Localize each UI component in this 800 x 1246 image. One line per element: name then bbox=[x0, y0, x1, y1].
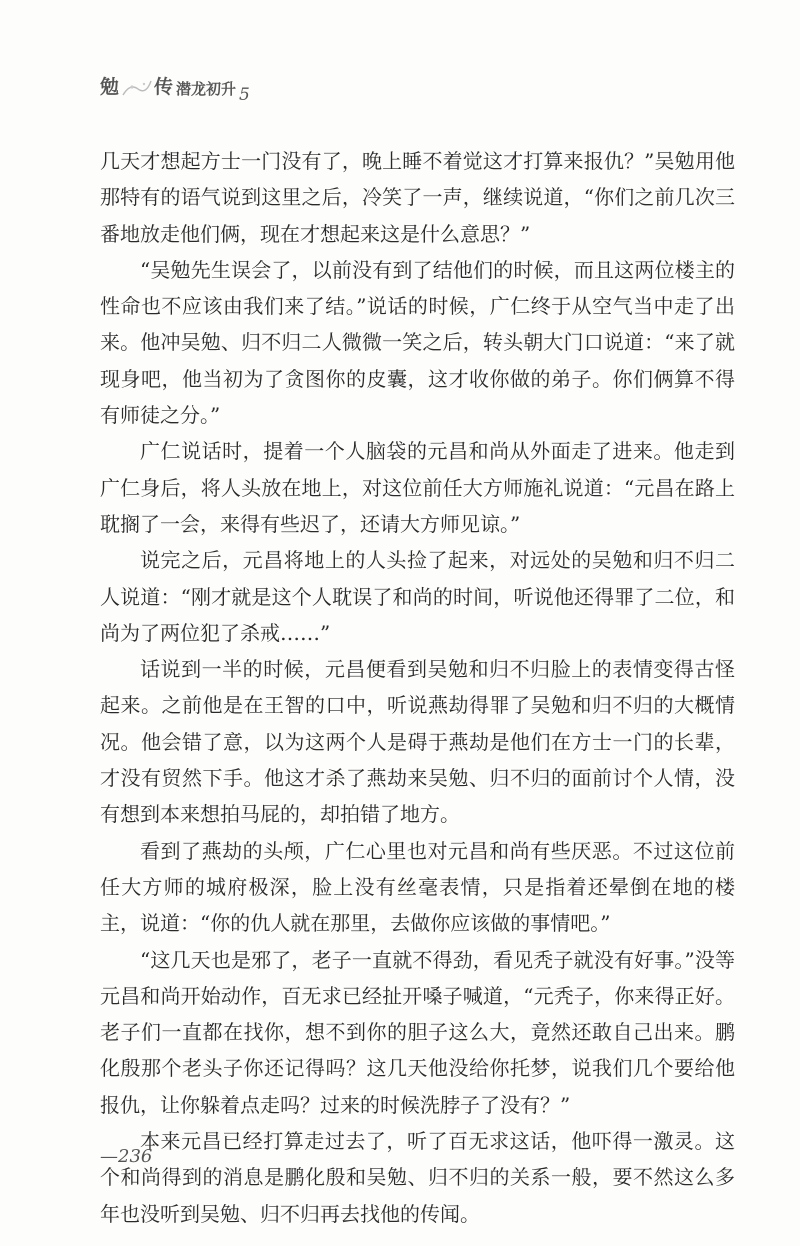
paragraph: 广仁说话时，提着一个人脑袋的元昌和尚从外面走了进来。他走到广仁身后，将人头放在地上，对这位前任大方师施礼说道：“元昌在路上耽搁了一会，来得有些迟了，还请大方师见谅。” bbox=[100, 439, 735, 536]
paragraph: “这几天也是邪了，老子一直就不得劲，看见秃子就没有好事。”没等元昌和尚开始动作，百无求已经扯开嗓子喊道，“元秃子，你来得正好。老子们一直都在找你，想不到你的胆子这么大，竟然还敢自己出来。鹏化殷那个老头子你还记得吗？这几天他没给你托梦，说我们几个要给他报仇，让你躲着点走吗？过来的时候洗脖子了没有？” bbox=[100, 947, 735, 1117]
paragraph: “吴勉先生误会了，以前没有到了结他们的时候，而且这两位楼主的性命也不应该由我们来了结。”说话的时候，广仁终于从空气当中走了出来。他冲吴勉、归不归二人微微一笑之后，转头朝大门口说道：“来了就现身吧，他当初为了贪图你的皮囊，这才收你做的弟子。你们俩算不得有师徒之分。” bbox=[100, 257, 735, 428]
header-decoration bbox=[120, 77, 154, 99]
paragraph: 说完之后，元昌将地上的人头捡了起来，对远处的吴勉和归不归二人说道：“刚才就是这个人耽误了和尚的时间，听说他还得罪了二位，和尚为了两位犯了杀戒……” bbox=[100, 548, 735, 645]
header-book-char-1: 勉 bbox=[100, 76, 121, 98]
paragraph: 话说到一半的时候，元昌便看到吴勉和归不归脸上的表情变得古怪起来。之前他是在王智的口中，听说燕劫得罪了吴勉和归不归的大概情况。他会错了意，以为这两个人是碍于燕劫是他们在方士一门的长辈，才没有贸然下手。他这才杀了燕劫来吴勉、归不归的面前讨个人情，没有想到本来想拍马屁的，却拍错了地方。 bbox=[100, 657, 735, 827]
header-subtitle: 潜龙初升 bbox=[176, 80, 237, 98]
running-header bbox=[100, 72, 250, 105]
paragraph: 几天才想起方士一门没有了，晚上睡不着觉这才打算来报仇？”吴勉用他那特有的语气说到这里之后，冷笑了一声，继续说道，“你们之前几次三番地放走他们俩，现在才想起来这是什么意思？” bbox=[100, 149, 735, 246]
paragraph: 本来元昌已经打算走过去了，听了百无求这话，他吓得一激灵。这个和尚得到的消息是鹏化殷和吴勉、归不归的关系一般，要不然这么多年也没听到吴勉、归不归再去找他的传闻。 bbox=[100, 1129, 735, 1226]
header-volume: 5 bbox=[239, 85, 250, 105]
paragraph: 看到了燕劫的头颅，广仁心里也对元昌和尚有些厌恶。不过这位前任大方师的城府极深，脸上没有丝毫表情，只是指着还晕倒在地的楼主，说道：“你的仇人就在那里，去做你应该做的事情吧。” bbox=[100, 838, 735, 936]
header-book-char-2: 传 bbox=[154, 76, 175, 98]
body-text bbox=[100, 143, 735, 1232]
page-number: —236 bbox=[100, 1146, 153, 1167]
